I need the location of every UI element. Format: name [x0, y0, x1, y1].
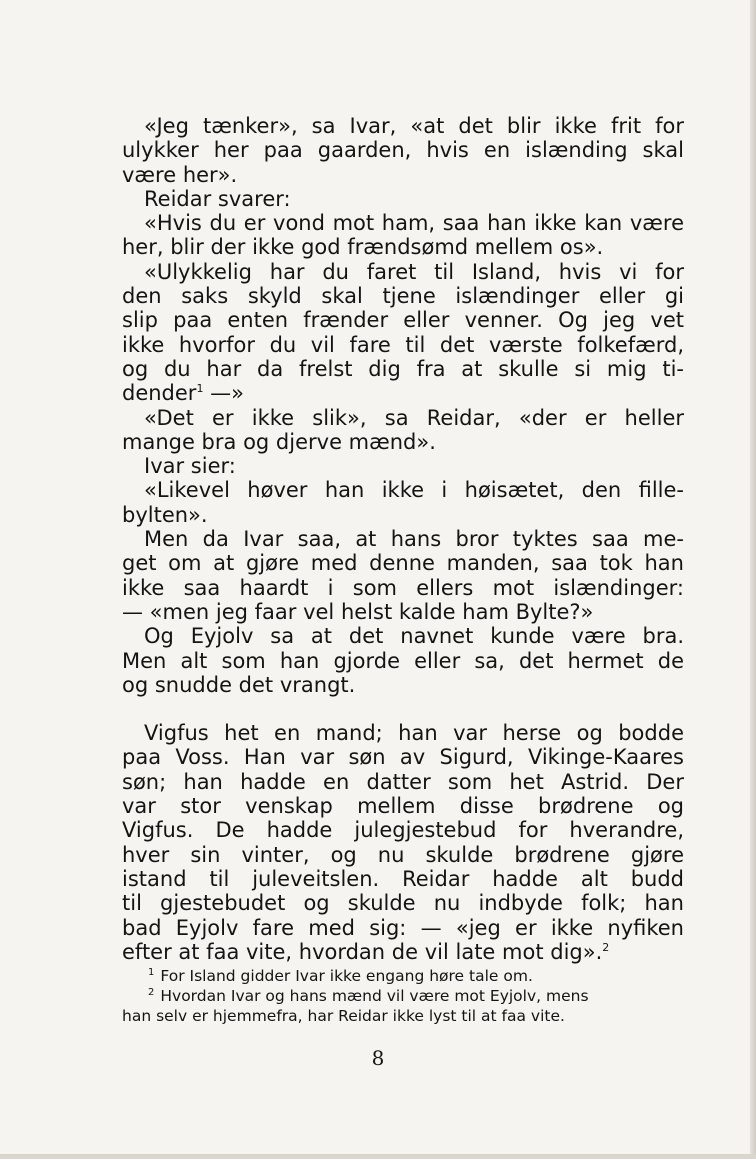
text-line-content: og snudde det vrangt. [122, 672, 356, 697]
text-line [122, 745, 684, 769]
footnote-line [122, 986, 670, 1006]
text-line-content: Ivar sier: [144, 454, 236, 479]
text-line-content: søn; han hadde en datter som het Astrid. Der [122, 769, 684, 794]
page-edge-shadow [750, 0, 756, 1159]
text-line [122, 916, 684, 940]
text-line [122, 673, 684, 697]
text-line-content: istand til juleveitslen. Reidar hadde alt budd [122, 866, 684, 891]
text-line-content: ikke hvorfor du vil fare til det værste folkefærd, [122, 332, 684, 357]
text-line-content: «Jeg tænker», sa Ivar, «at det blir ikke frit for [144, 114, 684, 138]
text-line [122, 406, 684, 430]
text-line [122, 551, 684, 575]
footnote-reference: 1 [196, 382, 204, 396]
text-line-content: efter at faa vite, hvordan de vil late mot dig». [122, 939, 603, 964]
text-line [122, 624, 684, 648]
text-line-content: og du har da frelst dig fra at skulle si mig ti- [122, 356, 684, 381]
text-line [122, 260, 684, 284]
text-line-content: slip paa enten frænder eller venner. Og jeg vet [122, 308, 684, 333]
text-line [122, 357, 684, 381]
text-line-content: var stor venskap mellem disse brødrene og [122, 794, 684, 819]
text-line [122, 576, 684, 600]
body-text [122, 114, 684, 964]
text-line-content: «Hvis du er vond mot ham, saa han ikke kan være [144, 211, 684, 236]
footnote-line [122, 1006, 670, 1026]
text-line [122, 235, 684, 259]
text-line-content: get om at gjøre med denne manden, saa tok han [122, 551, 684, 576]
text-line [122, 818, 684, 842]
text-line [122, 770, 684, 794]
page-bottom-edge [0, 1154, 756, 1159]
text-line [122, 114, 684, 138]
text-line-content: bad Eyjolv fare med sig: — «jeg er ikke nyfiken [122, 915, 684, 940]
text-line-content: Reidar svarer: [144, 186, 291, 211]
text-line [122, 333, 684, 357]
text-line-content: være her». [122, 162, 238, 187]
text-line-content: «Ulykkelig har du faret til Island, hvis vi for [144, 259, 684, 284]
footnotes [122, 966, 670, 1026]
footnote-marker: 1 [148, 967, 155, 978]
text-line [122, 187, 684, 211]
footnote-text: For Island gidder Ivar ikke engang høre tale om. [160, 967, 533, 985]
text-line [122, 867, 684, 891]
text-line [122, 381, 684, 405]
page-number: 8 [371, 1046, 385, 1070]
text-line-content: Men alt som han gjorde eller sa, det hermet de [122, 648, 684, 673]
text-line [122, 649, 684, 673]
paragraph-gap [122, 697, 684, 721]
footnote-line [122, 966, 670, 986]
text-line [122, 843, 684, 867]
text-line [122, 163, 684, 187]
text-line-content: bylten». [122, 502, 208, 527]
text-line [122, 503, 684, 527]
text-line [122, 308, 684, 332]
text-line-content: ikke saa haardt i som ellers mot islændinger: [122, 575, 684, 600]
text-line-content: paa Voss. Han var søn av Sigurd, Vikinge-Kaares [122, 745, 684, 770]
text-line [122, 940, 684, 964]
text-line-content: den saks skyld skal tjene islændinger eller gi [122, 284, 684, 309]
text-line-content: hver sin vinter, og nu skulde brødrene gjøre [122, 842, 684, 867]
text-line [122, 211, 684, 235]
footnote-marker: 2 [148, 987, 155, 998]
text-line-content: Vigfus. De hadde julegjestebud for hverandre, [122, 818, 684, 843]
text-line-content: dender [122, 381, 197, 406]
text-line-content: til gjestebudet og skulde nu indbyde folk; han [122, 891, 684, 916]
text-line-content: ulykker her paa gaarden, hvis en islænding skal [122, 138, 684, 163]
footnote-reference: 2 [602, 940, 610, 954]
text-line-content: «Det er ikke slik», sa Reidar, «der er heller [144, 405, 684, 430]
text-line [122, 721, 684, 745]
text-line-content: — «men jeg faar vel helst kalde ham Bylte?» [122, 599, 594, 624]
text-line-content: Vigfus het en mand; han var herse og bodde [144, 721, 684, 746]
footnote-text: Hvordan Ivar og hans mænd vil være mot Eyjolv, mens [160, 987, 589, 1005]
text-line [122, 138, 684, 162]
text-line-content: her, blir der ikke god frændsømd mellem os». [122, 235, 604, 260]
text-line-content: «Likevel høver han ikke i høisætet, den fille- [144, 478, 684, 503]
text-line [122, 454, 684, 478]
text-line [122, 284, 684, 308]
footnote-text: han selv er hjemmefra, har Reidar ikke lyst til at faa vite. [122, 1007, 565, 1025]
text-line [122, 600, 684, 624]
text-line-tail: —» [203, 381, 244, 406]
text-line [122, 430, 684, 454]
text-line-content: Men da Ivar saa, at hans bror tyktes saa me- [144, 527, 684, 552]
text-line [122, 891, 684, 915]
text-line [122, 794, 684, 818]
text-line [122, 527, 684, 551]
text-line-content: Og Eyjolv sa at det navnet kunde være bra. [144, 624, 684, 649]
text-line-content: mange bra og djerve mænd». [122, 429, 436, 454]
text-line [122, 478, 684, 502]
